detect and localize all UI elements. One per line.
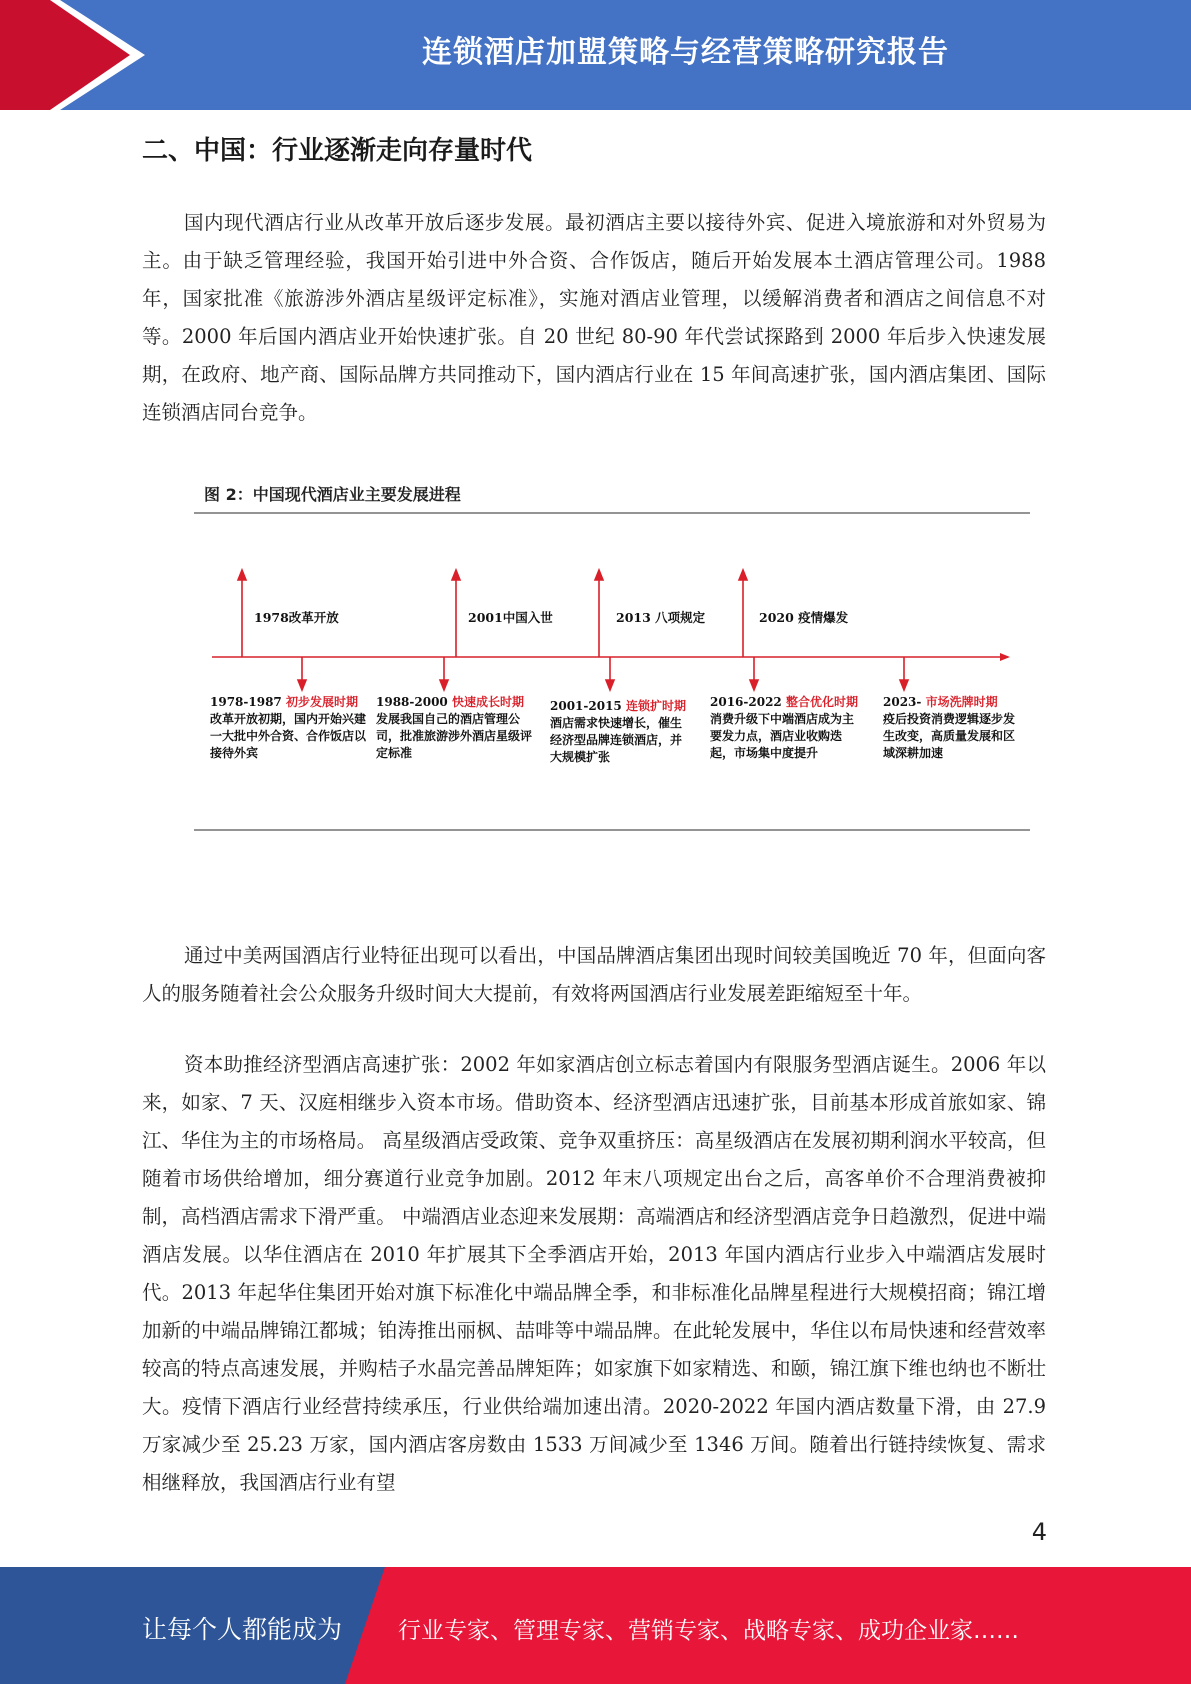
period-2023: [883, 694, 1017, 762]
period-name: 整合优化时期: [785, 695, 858, 709]
period-name: 市场洗牌时期: [925, 695, 998, 709]
period-years: 1988-2000: [376, 695, 448, 709]
period-years: 2016-2022: [710, 695, 782, 709]
period-arrowhead-3: [606, 680, 614, 690]
page-number: 4: [1031, 1518, 1047, 1546]
event-arrowhead-1978: [238, 570, 246, 580]
timeline-figure: [190, 470, 1070, 840]
event-label-2013: 2013 八项规定: [616, 610, 706, 625]
period-description: 消费升级下中端酒店成为主要发力点，酒店业收购迭起，市场集中度提升: [710, 712, 855, 760]
period-arrowhead-1: [298, 680, 306, 690]
footer-slogan-right: 行业专家、管理专家、营销专家、战略专家、成功企业家……: [398, 1618, 1019, 1644]
section-heading: 二、中国：行业逐渐走向存量时代: [142, 136, 533, 166]
event-arrowhead-2001: [452, 570, 460, 580]
event-label-1978: 1978改革开放: [254, 610, 339, 625]
period-years: 2023-: [883, 695, 922, 709]
report-title: 连锁酒店加盟策略与经营策略研究报告: [422, 35, 949, 70]
period-1988-2000: [376, 694, 532, 762]
event-label-2001: 2001中国入世: [468, 610, 553, 625]
period-years: 2001-2015: [550, 699, 622, 713]
period-1978-1987: [210, 694, 366, 762]
period-description: 酒店需求快速增长，催生经济型品牌连锁酒店，并大规模扩张: [550, 716, 683, 764]
paragraph-intro: 国内现代酒店行业从改革开放后逐步发展。最初酒店主要以接待外宾、促进入境旅游和对外贸易为主。由于缺乏管理经验，我国开始引进中外合资、合作饭店，随后开始发展本土酒店管理公司。1988 年，国家批准《旅游涉外酒店星级评定标准》，实施对酒店业管理，以缓解消费者和酒店之间信息不对等。2000 年后国内酒店业开始快速扩张。自 20 世纪 80-90 年代尝试探路到 2000 年后步入快速发展期，在政府、地产商、国际品牌方共同推动下，国内酒店行业在 15 年间高速扩张，国内酒店集团、国际连锁酒店同台竞争。: [142, 211, 1046, 424]
timeline-graphic: [190, 470, 1070, 840]
period-years: 1978-1987: [210, 695, 282, 709]
period-description: 疫后投资消费逻辑逐步发生改变，高质量发展和区域深耕加速: [883, 712, 1016, 760]
paragraph-development: 资本助推经济型酒店高速扩张：2002 年如家酒店创立标志着国内有限服务型酒店诞生。2006 年以来，如家、7 天、汉庭相继步入资本市场。借助资本、经济型酒店迅速扩张，目前基本形成首旅如家、锦江、华住为主的市场格局。 高星级酒店受政策、竞争双重挤压：高星级酒店在发展初期利润水平较高，但随着市场供给增加，细分赛道行业竞争加剧。2012 年末八项规定出台之后，高客单价不合理消费被抑制，高档酒店需求下滑严重。 中端酒店业态迎来发展期：高端酒店和经济型酒店竞争日趋激烈，促进中端酒店发展。以华住酒店在 2010 年扩展其下全季酒店开始，2013 年国内酒店行业步入中端酒店发展时代。2013 年起华住集团开始对旗下标准化中端品牌全季，和非标准化品牌星程进行大规模招商；锦江增加新的中端品牌锦江都城；铂涛推出丽枫、喆啡等中端品牌。在此轮发展中，华住以布局快速和经营效率较高的特点高速发展，并购桔子水晶完善品牌矩阵；如家旗下如家精选、和颐，锦江旗下维也纳也不断壮大。疫情下酒店行业经营持续承压，行业供给端加速出清。2020-2022 年国内酒店数量下滑，由 27.9 万家减少至 25.23 万家，国内酒店客房数由 1533 万间减少至 1346 万间。随着出行链持续恢复、需求相继释放，我国酒店行业有望: [142, 1053, 1046, 1494]
page-header: [0, 0, 1191, 110]
period-arrowhead-4: [750, 680, 758, 690]
period-2001-2015: [550, 698, 690, 766]
page-footer: [0, 1567, 1191, 1684]
event-arrowhead-2013: [595, 570, 603, 580]
period-2016-2022: [710, 694, 856, 762]
footer-slogan-left: 让每个人都能成为: [142, 1615, 343, 1644]
paragraph-comparison: 通过中美两国酒店行业特征出现可以看出，中国品牌酒店集团出现时间较美国晚近 70 年，但面向客人的服务随着社会公众服务升级时间大大提前，有效将两国酒店行业发展差距缩短至十年。: [142, 944, 1046, 1005]
event-label-2020: 2020 疫情爆发: [759, 610, 849, 625]
event-arrowhead-2020: [739, 570, 747, 580]
period-name: 快速成长时期: [451, 695, 524, 709]
period-description: 改革开放初期，国内开始兴建一大批中外合资、合作饭店以接待外宾: [210, 712, 367, 760]
period-name: 初步发展时期: [285, 695, 358, 709]
period-name: 连锁扩时期: [625, 699, 686, 713]
period-arrowhead-2: [440, 680, 448, 690]
period-arrowhead-5: [900, 680, 908, 690]
period-description: 发展我国自己的酒店管理公司，批准旅游涉外酒店星级评定标准: [376, 712, 533, 760]
figure-title: 图 2：中国现代酒店业主要发展进程: [204, 485, 461, 504]
timeline-axis-arrowhead: [1000, 653, 1010, 661]
